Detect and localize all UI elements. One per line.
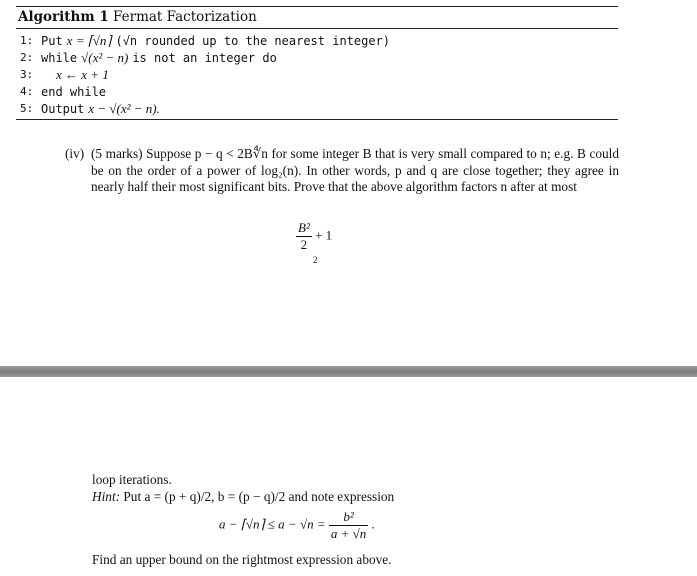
question-part-iv bbox=[65, 146, 619, 196]
question-label: (iv) bbox=[65, 146, 85, 161]
algorithm-title bbox=[16, 7, 618, 28]
line-number: 2: bbox=[20, 51, 34, 64]
loop-iterations-text: loop iterations. bbox=[92, 472, 172, 487]
formula-plus-one: + 1 bbox=[315, 227, 333, 243]
algorithm-line-3 bbox=[16, 66, 618, 83]
line-math: √(x² − n) bbox=[81, 50, 129, 65]
algorithm-line-4 bbox=[16, 83, 618, 100]
line-comment: (√n rounded up to the nearest integer) bbox=[115, 34, 391, 48]
algorithm-name: Fermat Factorization bbox=[113, 9, 257, 25]
fraction bbox=[296, 220, 312, 253]
algorithm-line-5 bbox=[16, 100, 618, 117]
fraction-numerator: B² bbox=[298, 220, 310, 235]
question-marks: (5 marks) bbox=[91, 146, 143, 161]
page-separator bbox=[0, 366, 697, 377]
line-number: 3: bbox=[20, 68, 34, 81]
hint-fraction bbox=[329, 509, 368, 542]
line-math: x = ⌈√n⌉ bbox=[66, 33, 112, 48]
final-instruction-text: Find an upper bound on the rightmost expression above. bbox=[92, 552, 392, 567]
line-math: x ← x + 1 bbox=[56, 67, 109, 82]
iteration-bound-formula bbox=[296, 220, 332, 253]
algorithm-bottom-rule bbox=[16, 119, 618, 120]
hint-fraction-numerator: b² bbox=[329, 509, 368, 526]
question-body: Suppose p − q < 2B∜n for some integer B that is very small compared to n; e.g. B could be on the order of a power of log₂(n). In other words, p and q are close together; they agree in nearly half their most significant bits. Prove that the above algorithm factors n after at most bbox=[91, 146, 619, 195]
question-text bbox=[91, 146, 619, 196]
line-keyword: while bbox=[41, 51, 78, 65]
line-number: 1: bbox=[20, 34, 34, 47]
line-math: x − √(x² − n). bbox=[88, 101, 160, 116]
hint-text: Put a = (p + q)/2, b = (p − q)/2 and note expression bbox=[123, 489, 395, 504]
fraction-denominator: 2 bbox=[300, 237, 308, 252]
line-number: 5: bbox=[20, 102, 34, 115]
line-tail: is not an integer do bbox=[132, 51, 277, 65]
hint-label: Hint: bbox=[92, 489, 121, 504]
algorithm-line-2 bbox=[16, 49, 618, 66]
line-number: 4: bbox=[20, 85, 34, 98]
algorithm-lines bbox=[16, 29, 618, 119]
algorithm-box bbox=[16, 6, 618, 120]
line-keyword: Put bbox=[41, 34, 63, 48]
hint-line bbox=[92, 489, 394, 505]
hint-formula-left: a − ⌈√n⌉ ≤ a − √n = bbox=[219, 516, 326, 532]
hint-formula: a − ⌈√n⌉ ≤ a − √n = $\frac{\text{b²}}{a + √n}$ . bbox=[219, 509, 375, 541]
formula-equation-number: 2 bbox=[313, 255, 318, 265]
line-keyword: Output bbox=[41, 102, 85, 116]
algorithm-label: Algorithm 1 bbox=[18, 9, 109, 25]
line-keyword: end while bbox=[41, 85, 107, 99]
hint-fraction-denominator: a + √n bbox=[330, 526, 367, 541]
algorithm-line-1 bbox=[16, 32, 618, 49]
